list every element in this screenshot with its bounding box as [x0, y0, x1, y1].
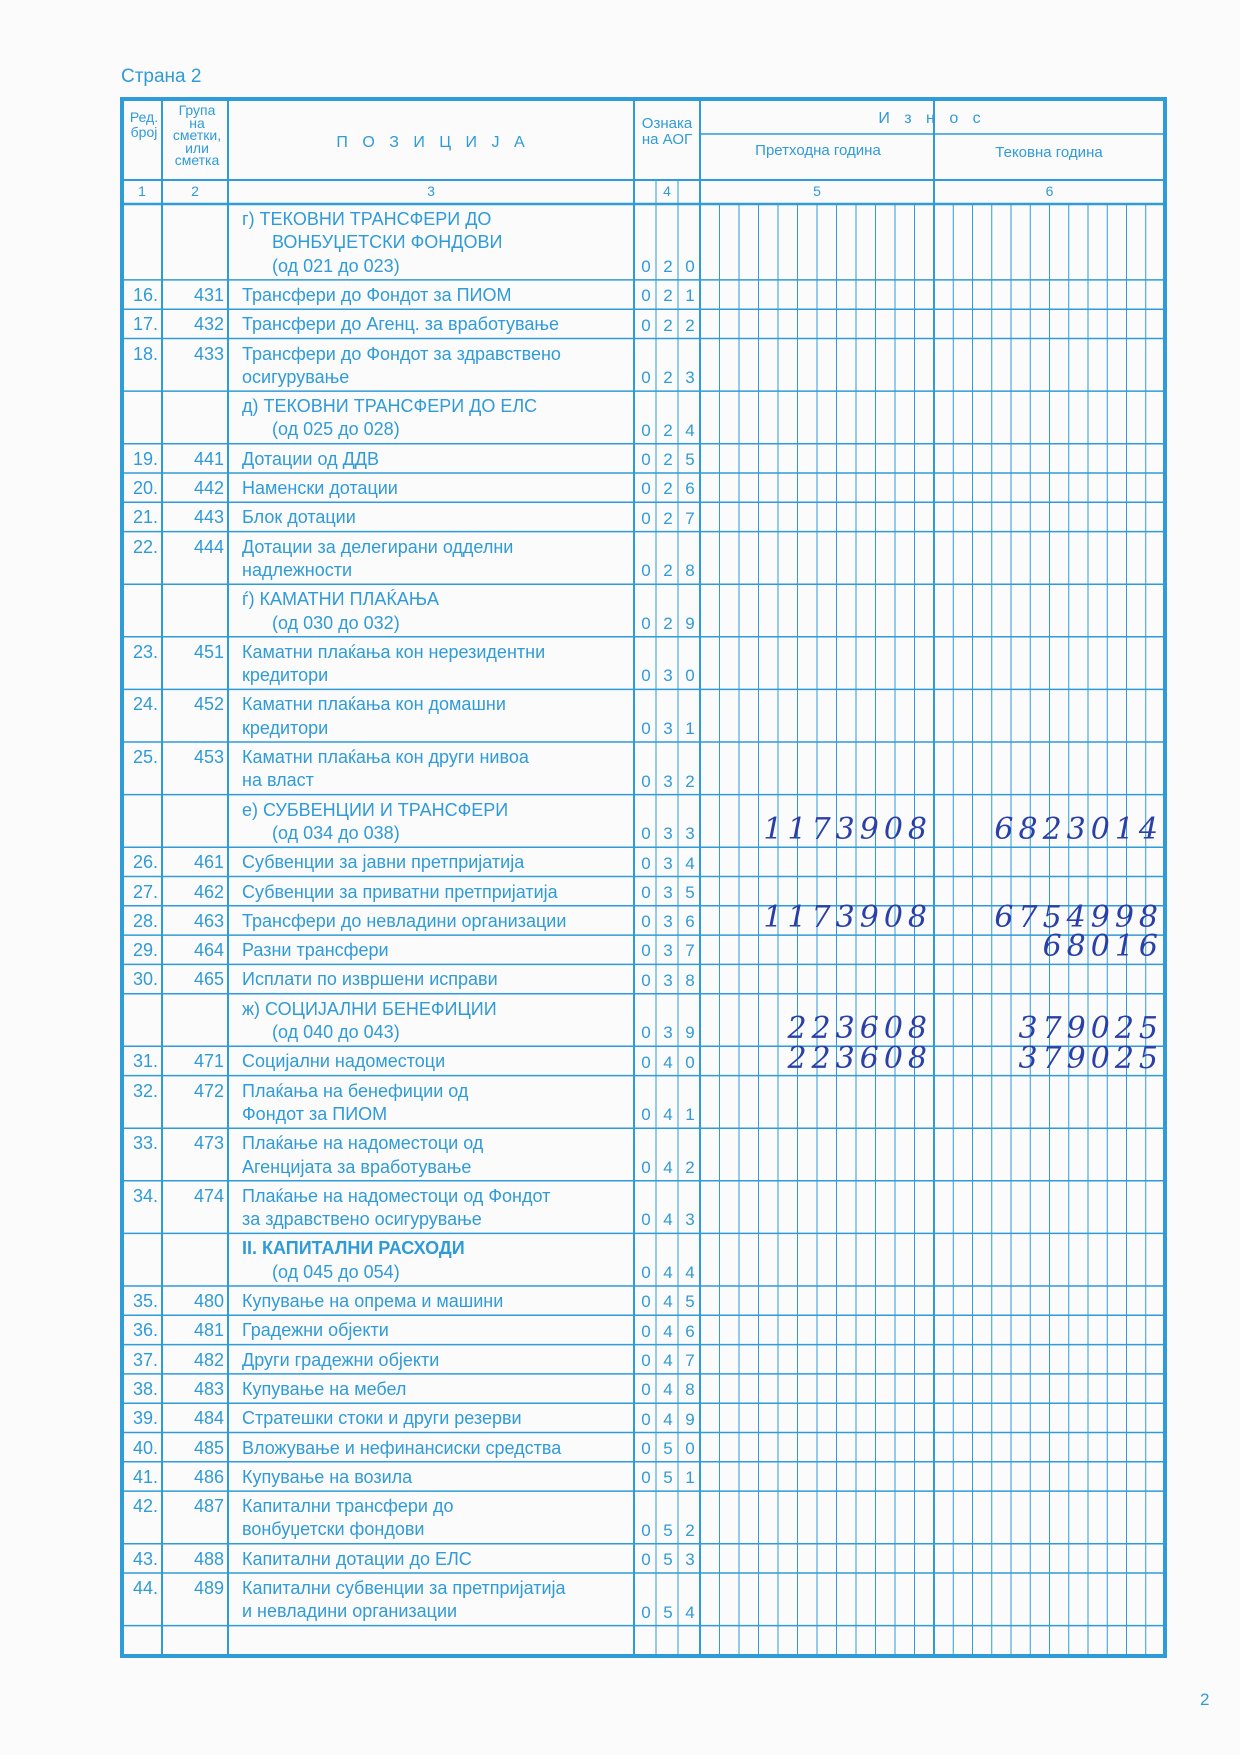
account-group: 480 [193, 1291, 224, 1311]
position-text: II. КАПИТАЛНИ РАСХОДИ [242, 1238, 465, 1259]
row-number: 40. [132, 1437, 158, 1458]
column-number: 2 [191, 183, 199, 199]
position-text: (од 030 до 032) [272, 612, 400, 633]
amount-current-year: 6823014 [994, 812, 1163, 848]
position-text: Субвенции за приватни претпријатија [242, 881, 558, 902]
account-group: 465 [193, 969, 224, 990]
position-text: Блок дотации [242, 507, 356, 528]
aog-digit: 3 [663, 853, 673, 873]
account-group: 483 [193, 1378, 224, 1399]
aog-digit: 2 [663, 613, 673, 633]
header-red-broj-line: број [130, 123, 158, 140]
row-number: 21. [132, 507, 158, 528]
position-text: Исплати по извршени исправи [242, 969, 498, 990]
aog-digit: 0 [641, 1263, 651, 1282]
aog-digit: 0 [641, 970, 651, 990]
aog-digit: 0 [641, 368, 651, 388]
aog-digit: 3 [663, 1023, 673, 1043]
aog-digit: 0 [641, 1350, 651, 1370]
aog-digit: 0 [641, 1409, 651, 1429]
position-text: осигурување [242, 366, 350, 387]
header-grupa-line: Група [178, 102, 216, 118]
aog-digit: 4 [663, 1380, 673, 1400]
aog-digit: 0 [641, 1210, 651, 1230]
position-text: Наменски дотации [242, 478, 398, 498]
aog-digit: 0 [641, 420, 651, 440]
header-red-broj [126, 110, 162, 139]
aog-digit: 3 [663, 912, 673, 932]
position-text: Фондот за ПИОМ [242, 1103, 388, 1124]
amount-previous-year: 1173908 [763, 812, 932, 848]
aog-digit: 9 [685, 1023, 695, 1043]
column-number: 6 [1045, 183, 1054, 199]
aog-digit: 2 [663, 256, 673, 276]
aog-digit: 0 [641, 508, 651, 528]
position-text: Капитални субвенции за претпријатија [242, 1578, 566, 1598]
aog-digit: 3 [685, 1550, 695, 1569]
aog-digit: 0 [641, 824, 651, 844]
aog-digit: 0 [641, 1550, 651, 1569]
aog-digit: 3 [685, 824, 695, 844]
aog-digit: 0 [641, 1321, 651, 1341]
aog-digit: 8 [685, 970, 695, 990]
aog-digit: 6 [685, 479, 695, 499]
aog-digit: 7 [685, 508, 695, 528]
position-text: Разни трансфери [242, 940, 389, 961]
aog-digit: 9 [685, 1409, 695, 1429]
aog-digit: 4 [663, 1105, 673, 1125]
aog-digit: 2 [685, 1520, 695, 1540]
amount-current-year: 379025 [1018, 1011, 1163, 1047]
position-text: Трансфери до Фондот за здравствено [242, 343, 561, 364]
aog-digit: 2 [685, 1157, 695, 1177]
aog-digit: 3 [663, 941, 673, 961]
row-number: 22. [132, 536, 158, 557]
account-group: 484 [193, 1408, 224, 1429]
account-group: 453 [193, 747, 224, 767]
position-text: за здравствено осигурување [242, 1209, 482, 1230]
position-text: Каматни плаќања кон нерезидентни [242, 641, 546, 662]
position-text: (од 040 до 043) [272, 1022, 400, 1042]
position-text: Трансфери до Фондот за ПИОМ [242, 284, 512, 305]
row-number: 39. [132, 1408, 158, 1429]
row-number: 31. [132, 1051, 158, 1072]
amount-previous-year: 1173908 [763, 900, 932, 936]
account-group: 473 [193, 1133, 224, 1154]
aog-digit: 2 [685, 771, 695, 791]
account-group: 489 [193, 1578, 224, 1598]
aog-digit: 4 [663, 1292, 673, 1312]
aog-digit: 4 [685, 1263, 695, 1282]
aog-digit: 3 [663, 666, 673, 686]
position-text: Купување на мебел [242, 1378, 407, 1399]
page-number: 2 [1200, 1690, 1210, 1709]
aog-digit: 0 [685, 666, 695, 686]
row-number: 28. [132, 910, 158, 931]
aog-digit: 5 [663, 1468, 673, 1488]
position-text: Плаќање на надоместоци од Фондот [242, 1185, 551, 1206]
aog-digit: 3 [663, 824, 673, 844]
row-number: 30. [132, 969, 158, 990]
position-text: кредитори [242, 665, 329, 686]
aog-digit: 9 [685, 613, 695, 633]
row-number: 17. [132, 314, 158, 335]
position-text: Субвенции за јавни претпријатија [242, 852, 525, 873]
position-text: (од 034 до 038) [272, 822, 400, 843]
position-text: Социјални надоместоци [242, 1051, 446, 1072]
header-grupa-line: на [189, 114, 205, 131]
row-number: 24. [132, 694, 158, 715]
account-group: 433 [193, 343, 224, 364]
aog-digit: 1 [685, 1468, 695, 1488]
row-number: 19. [132, 448, 158, 469]
aog-digit: 1 [685, 1105, 695, 1125]
row-number: 41. [132, 1466, 158, 1487]
position-text: на власт [242, 770, 314, 791]
aog-digit: 2 [663, 450, 673, 469]
position-text: ВОНБУЏЕТСКИ ФОНДОВИ [272, 232, 503, 253]
account-group: 474 [193, 1185, 224, 1206]
aog-digit: 4 [685, 853, 695, 873]
account-group: 487 [193, 1496, 224, 1517]
amount-previous-year: 223608 [787, 1011, 932, 1047]
position-text: Капитални дотации до ЕЛС [242, 1548, 472, 1569]
aog-digit: 3 [663, 719, 673, 738]
account-group: 452 [193, 694, 224, 715]
aog-digit: 0 [685, 1438, 695, 1458]
header-red-broj-line: Ред. [129, 109, 159, 125]
aog-digit: 3 [663, 882, 673, 902]
aog-digit: 5 [685, 1292, 695, 1312]
position-text: Трансфери до Агенц. за вработување [242, 314, 560, 335]
row-number: 34. [132, 1185, 158, 1206]
position-text: Купување на возила [242, 1466, 413, 1487]
position-text: кредитори [242, 717, 329, 738]
aog-digit: 2 [663, 286, 673, 306]
position-text: д) ТЕКОВНИ ТРАНСФЕРИ ДО ЕЛС [242, 396, 538, 417]
header-prethodna-godina: Претходна година [755, 142, 881, 159]
account-group: 462 [193, 881, 224, 902]
aog-digit: 0 [641, 561, 651, 581]
aog-digit: 7 [685, 1350, 695, 1370]
aog-digit: 0 [641, 771, 651, 791]
aog-digit: 0 [641, 286, 651, 306]
row-number: 35. [132, 1291, 158, 1311]
position-text: е) СУБВЕНЦИИ И ТРАНСФЕРИ [242, 799, 509, 820]
aog-digit: 0 [641, 256, 651, 276]
header-oznaka-line: Ознака [641, 115, 693, 132]
position-text: Трансфери до невладини организации [242, 910, 567, 931]
aog-digit: 8 [685, 1380, 695, 1400]
header-grupa-line: сметка [174, 152, 220, 168]
aog-digit: 0 [641, 853, 651, 873]
aog-digit: 2 [663, 508, 673, 528]
position-text: и невладини организации [242, 1601, 458, 1622]
row-number: 32. [132, 1080, 158, 1101]
row-number: 25. [132, 747, 158, 767]
account-group: 444 [193, 536, 224, 557]
position-text: Капитални трансфери до [242, 1496, 454, 1517]
aog-digit: 0 [641, 1602, 651, 1622]
account-group: 464 [193, 940, 224, 961]
account-group: 431 [193, 284, 224, 305]
aog-digit: 0 [641, 882, 651, 902]
aog-digit: 0 [641, 1380, 651, 1400]
header-pozicija: П О З И Ц И Ј А [336, 134, 530, 151]
position-text: ж) СОЦИЈАЛНИ БЕНЕФИЦИИ [242, 998, 497, 1019]
aog-digit: 4 [663, 1409, 673, 1429]
aog-digit: 5 [663, 1520, 673, 1540]
aog-digit: 0 [641, 941, 651, 961]
account-group: 442 [193, 478, 224, 498]
position-text: Други градежни објекти [242, 1349, 440, 1370]
aog-digit: 2 [663, 315, 673, 335]
aog-digit: 5 [685, 450, 695, 469]
account-group: 481 [193, 1320, 224, 1341]
row-number: 44. [132, 1578, 158, 1598]
position-text: Стратешки стоки и други резерви [242, 1408, 522, 1429]
position-text: Купување на опрема и машини [242, 1291, 504, 1311]
account-group: 441 [193, 448, 224, 469]
aog-digit: 4 [663, 1350, 673, 1370]
position-text: (од 045 до 054) [272, 1261, 400, 1282]
aog-digit: 4 [663, 1157, 673, 1177]
position-text: (од 021 до 023) [272, 255, 400, 276]
amount-current-year: 68016 [1042, 929, 1163, 965]
account-group: 485 [193, 1437, 224, 1458]
aog-digit: 0 [641, 1023, 651, 1043]
column-number: 4 [663, 183, 671, 199]
position-text: Каматни плаќања кон други нивоа [242, 747, 529, 767]
row-number: 38. [132, 1378, 158, 1399]
aog-digit: 3 [663, 970, 673, 990]
aog-digit: 0 [685, 1052, 695, 1072]
position-text: Плаќања на бенефиции од [242, 1080, 469, 1101]
aog-digit: 4 [663, 1263, 673, 1282]
aog-digit: 0 [641, 613, 651, 633]
header-grupa-line: или [185, 139, 209, 156]
position-text: Дотации од ДДВ [242, 448, 379, 469]
position-text: (од 025 до 028) [272, 419, 400, 440]
row-number: 42. [132, 1496, 158, 1517]
row-number: 36. [132, 1320, 158, 1341]
aog-digit: 0 [641, 479, 651, 499]
aog-digit: 0 [641, 1468, 651, 1488]
aog-digit: 5 [663, 1550, 673, 1569]
account-group: 432 [193, 314, 224, 335]
account-group: 463 [193, 910, 224, 931]
account-group: 488 [193, 1548, 224, 1569]
aog-digit: 0 [641, 315, 651, 335]
position-text: Каматни плаќања кон домашни [242, 694, 506, 715]
aog-digit: 0 [641, 1520, 651, 1540]
aog-digit: 1 [685, 719, 695, 738]
row-number: 33. [132, 1133, 158, 1154]
column-number: 5 [813, 183, 821, 199]
position-text: Агенцијата за вработување [242, 1156, 472, 1177]
amount-current-year: 379025 [1018, 1040, 1163, 1076]
row-number: 29. [132, 940, 158, 961]
row-number: 18. [132, 343, 158, 364]
header-iznos: И з н о с [878, 110, 986, 127]
aog-digit: 2 [663, 561, 673, 581]
position-text: Дотации за делегирани одделни [242, 536, 514, 557]
aog-digit: 4 [685, 420, 695, 440]
aog-digit: 3 [663, 771, 673, 791]
row-number: 26. [132, 852, 158, 873]
aog-digit: 8 [685, 561, 695, 581]
aog-digit: 3 [685, 1210, 695, 1230]
aog-digit: 4 [685, 1602, 695, 1622]
aog-digit: 0 [641, 719, 651, 738]
aog-digit: 4 [663, 1052, 673, 1072]
amount-previous-year: 223608 [787, 1040, 932, 1076]
aog-digit: 0 [641, 1438, 651, 1458]
aog-digit: 0 [641, 912, 651, 932]
aog-digit: 4 [663, 1321, 673, 1341]
aog-digit: 6 [685, 912, 695, 932]
account-group: 482 [193, 1349, 224, 1370]
aog-digit: 4 [663, 1210, 673, 1230]
aog-digit: 0 [685, 256, 695, 276]
account-group: 471 [193, 1051, 224, 1072]
position-text: г) ТЕКОВНИ ТРАНСФЕРИ ДО [242, 209, 492, 229]
row-number: 16. [132, 284, 158, 305]
aog-digit: 1 [685, 286, 695, 306]
position-text: Вложување и нефинансиски средства [242, 1437, 562, 1458]
aog-digit: 3 [685, 368, 695, 388]
aog-digit: 5 [663, 1438, 673, 1458]
column-number: 3 [427, 183, 435, 199]
row-number: 43. [132, 1548, 158, 1569]
aog-digit: 2 [663, 368, 673, 388]
amount-current-year: 6754998 [994, 900, 1163, 936]
account-group: 486 [193, 1466, 224, 1487]
row-number: 20. [132, 478, 158, 498]
position-text: надлежности [242, 559, 353, 580]
aog-digit: 5 [663, 1602, 673, 1622]
aog-digit: 0 [641, 1157, 651, 1177]
header-grupa-line: сметки, [172, 127, 222, 143]
account-group: 451 [193, 641, 224, 662]
column-number: 1 [138, 183, 146, 199]
position-text: ѓ) КАМАТНИ ПЛАЌАЊА [242, 589, 440, 610]
aog-digit: 0 [641, 666, 651, 686]
row-number: 23. [132, 641, 158, 662]
aog-digit: 2 [685, 315, 695, 335]
aog-digit: 0 [641, 1292, 651, 1312]
account-group: 443 [193, 507, 224, 528]
aog-digit: 0 [641, 450, 651, 469]
aog-digit: 5 [685, 882, 695, 902]
account-group: 461 [193, 852, 224, 873]
aog-digit: 0 [641, 1052, 651, 1072]
header-grupa [166, 104, 228, 167]
position-text: Градежни објекти [242, 1320, 389, 1341]
header-tekovna-godina: Тековна година [995, 144, 1103, 161]
position-text: Плаќање на надоместоци од [242, 1133, 484, 1154]
row-number: 37. [132, 1349, 158, 1370]
position-text: вонбуџетски фондови [242, 1519, 425, 1540]
aog-digit: 2 [663, 420, 673, 440]
page-label: Страна 2 [121, 66, 202, 87]
aog-digit: 0 [641, 1105, 651, 1125]
aog-digit: 6 [685, 1321, 695, 1341]
row-number: 27. [132, 881, 158, 902]
aog-digit: 2 [663, 479, 673, 499]
account-group: 472 [193, 1080, 224, 1101]
header-oznaka [636, 116, 698, 148]
header-oznaka-line: на АОГ [641, 130, 693, 148]
aog-digit: 7 [685, 941, 695, 961]
